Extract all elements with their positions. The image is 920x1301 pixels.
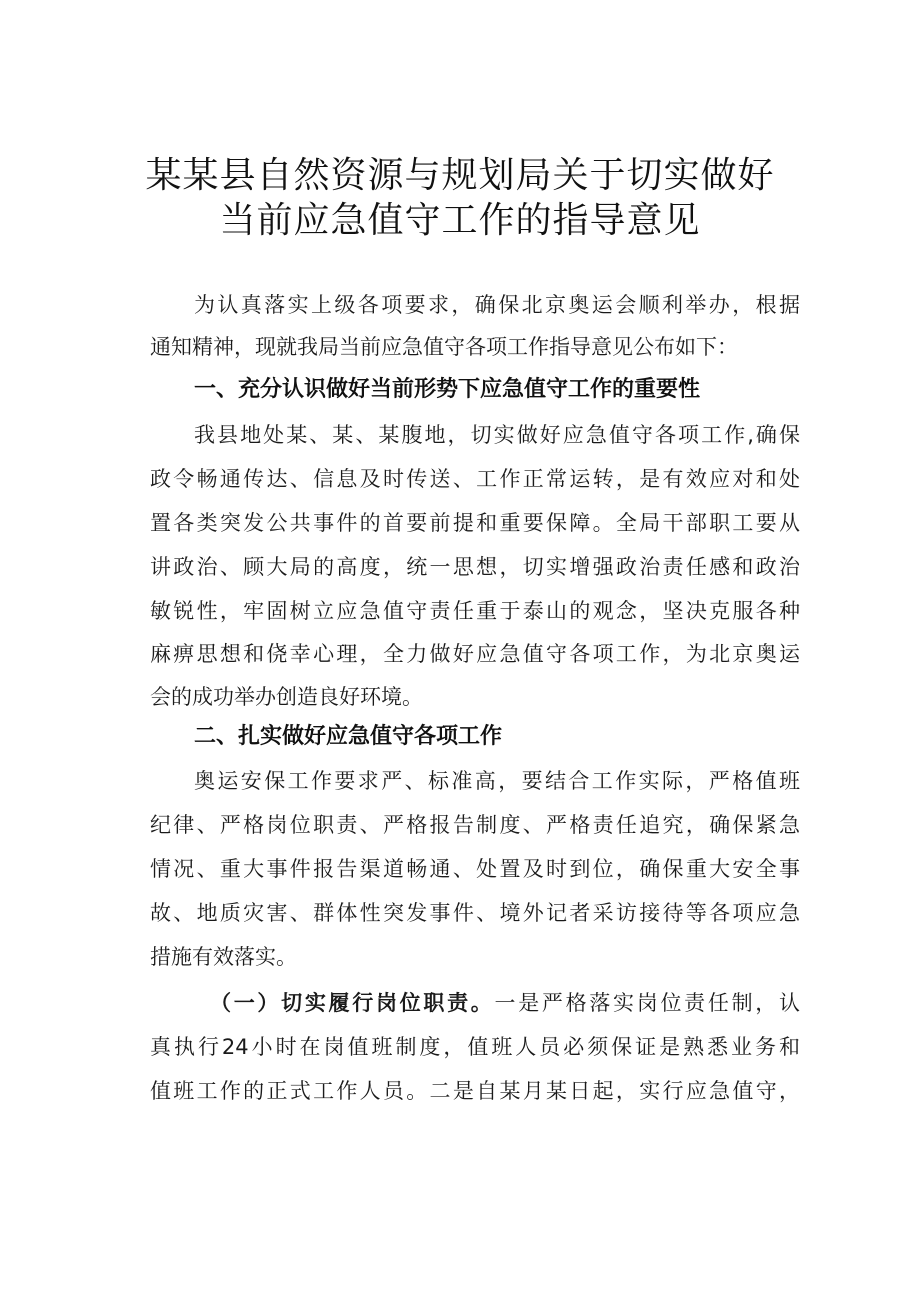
section-1-line-2: 政令畅通传达、信息及时传送、工作正常运转，是有效应对和处 bbox=[150, 467, 800, 491]
section-1-line-4: 讲政治、顾大局的高度，统一思想，切实增强政治责任感和政治 bbox=[150, 555, 800, 579]
section-1-line-6: 麻痹思想和侥幸心理，全力做好应急值守各项工作，为北京奥运 bbox=[150, 642, 800, 666]
section-1-line-3: 置各类突发公共事件的首要前提和重要保障。全局干部职工要从 bbox=[150, 511, 800, 535]
section-2-line-3: 情况、重大事件报告渠道畅通、处置及时到位，确保重大安全事 bbox=[150, 857, 800, 881]
subsection-1-bold-lead: （一）切实履行岗位职责。 bbox=[210, 991, 495, 1015]
section-1-line-1: 我县地处某、某、某腹地，切实做好应急值守各项工作,确保 bbox=[194, 423, 800, 447]
document-title-line-2: 当前应急值守工作的指导意见 bbox=[219, 200, 701, 241]
intro-line-1: 为认真落实上级各项要求，确保北京奥运会顺利举办，根据 bbox=[194, 293, 800, 317]
section-1-line-7: 会的成功举办创造良好环境。 bbox=[150, 685, 423, 709]
subsection-1-line-3: 值班工作的正式工作人员。二是自某月某日起，实行应急值守， bbox=[150, 1079, 800, 1103]
section-2-line-5: 措施有效落实。 bbox=[150, 945, 297, 969]
intro-line-2: 通知精神，现就我局当前应急值守各项工作指导意见公布如下： bbox=[150, 335, 738, 359]
subsection-1-first-line-rest: 一是严格落实岗位责任制，认 bbox=[494, 991, 800, 1015]
subsection-1-line-2: 真执行24小时在岗值班制度，值班人员必须保证是熟悉业务和 bbox=[150, 1035, 800, 1059]
section-2-heading: 二、扎实做好应急值守各项工作 bbox=[194, 724, 503, 749]
subsection-1-line-1 bbox=[210, 988, 800, 1018]
section-1-heading: 一、充分认识做好当前形势下应急值守工作的重要性 bbox=[194, 377, 701, 402]
document-title-line-1: 某某县自然资源与规划局关于切实做好 bbox=[145, 155, 775, 196]
section-2-line-4: 故、地质灾害、群体性突发事件、境外记者采访接待等各项应急 bbox=[150, 901, 800, 925]
section-1-line-5: 敏锐性，牢固树立应急值守责任重于泰山的观念，坚决克服各种 bbox=[150, 599, 800, 623]
section-2-line-1: 奥运安保工作要求严、标准高，要结合工作实际，严格值班 bbox=[194, 769, 800, 793]
section-2-line-2: 纪律、严格岗位职责、严格报告制度、严格责任追究，确保紧急 bbox=[150, 813, 800, 837]
